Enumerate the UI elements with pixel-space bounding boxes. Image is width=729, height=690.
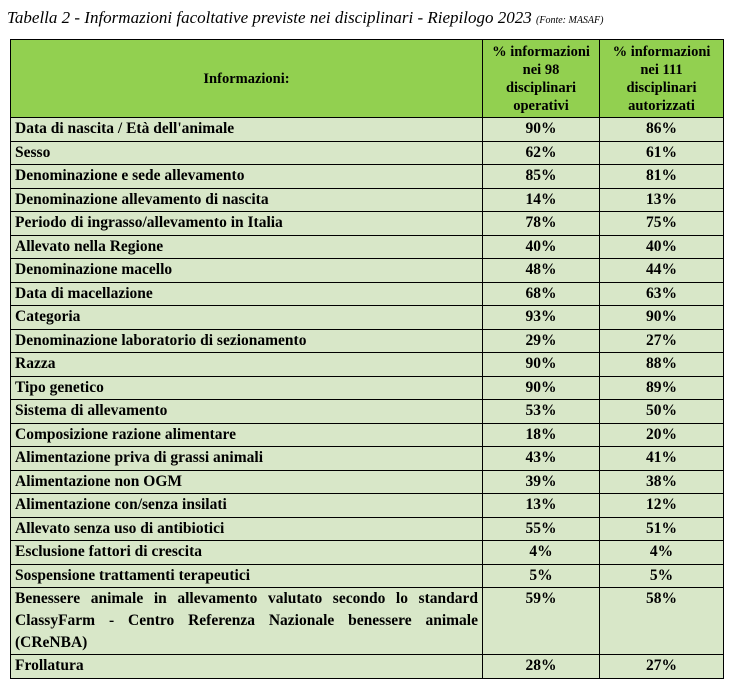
value-operativi: 39%	[483, 470, 600, 494]
table-row	[11, 353, 724, 377]
row-label: Denominazione laboratorio di sezionamento	[11, 329, 483, 353]
value-operativi: 59%	[483, 588, 600, 655]
row-label: Frollatura	[11, 655, 483, 679]
row-label: Sospensione trattamenti terapeutici	[11, 564, 483, 588]
caption-source: (Fonte: MASAF)	[536, 15, 604, 26]
value-operativi: 29%	[483, 329, 600, 353]
value-operativi: 13%	[483, 494, 600, 518]
value-operativi: 90%	[483, 353, 600, 377]
value-autorizzati: 5%	[600, 564, 724, 588]
header-informazioni: Informazioni:	[11, 40, 483, 118]
value-autorizzati: 89%	[600, 376, 724, 400]
value-autorizzati: 88%	[600, 353, 724, 377]
value-operativi: 18%	[483, 423, 600, 447]
row-label: Denominazione e sede allevamento	[11, 165, 483, 189]
row-label: Razza	[11, 353, 483, 377]
value-autorizzati: 58%	[600, 588, 724, 655]
row-label: Allevato nella Regione	[11, 235, 483, 259]
value-autorizzati: 44%	[600, 259, 724, 283]
header-autorizzati: % informazioni nei 111 disciplinari autorizzati	[600, 40, 724, 118]
value-autorizzati: 38%	[600, 470, 724, 494]
table-row	[11, 541, 724, 565]
table-row	[11, 376, 724, 400]
row-label: Alimentazione priva di grassi animali	[11, 447, 483, 471]
value-operativi: 55%	[483, 517, 600, 541]
value-autorizzati: 27%	[600, 655, 724, 679]
value-autorizzati: 13%	[600, 188, 724, 212]
value-autorizzati: 50%	[600, 400, 724, 424]
value-operativi: 4%	[483, 541, 600, 565]
row-label: Benessere animale in allevamento valutato secondo lo standard ClassyFarm - Centro Referenza Nazionale benessere animale (CReNBA)	[11, 588, 483, 655]
table-row	[11, 400, 724, 424]
row-label: Categoria	[11, 306, 483, 330]
table-caption	[7, 8, 603, 28]
value-operativi: 90%	[483, 376, 600, 400]
table-row	[11, 165, 724, 189]
row-label: Data di macellazione	[11, 282, 483, 306]
value-operativi: 14%	[483, 188, 600, 212]
row-label: Denominazione macello	[11, 259, 483, 283]
value-autorizzati: 41%	[600, 447, 724, 471]
row-label: Denominazione allevamento di nascita	[11, 188, 483, 212]
value-autorizzati: 63%	[600, 282, 724, 306]
table-row	[11, 235, 724, 259]
value-operativi: 90%	[483, 118, 600, 142]
table-row	[11, 423, 724, 447]
value-operativi: 28%	[483, 655, 600, 679]
value-autorizzati: 27%	[600, 329, 724, 353]
value-autorizzati: 12%	[600, 494, 724, 518]
table-row	[11, 655, 724, 679]
table-row	[11, 517, 724, 541]
table-row	[11, 118, 724, 142]
value-autorizzati: 90%	[600, 306, 724, 330]
row-label: Sesso	[11, 141, 483, 165]
header-row	[11, 40, 724, 118]
value-operativi: 62%	[483, 141, 600, 165]
header-operativi: % informazioni nei 98 disciplinari operativi	[483, 40, 600, 118]
table-row	[11, 282, 724, 306]
row-label: Allevato senza uso di antibiotici	[11, 517, 483, 541]
row-label: Composizione razione alimentare	[11, 423, 483, 447]
value-operativi: 48%	[483, 259, 600, 283]
value-autorizzati: 40%	[600, 235, 724, 259]
value-autorizzati: 81%	[600, 165, 724, 189]
info-table	[10, 39, 724, 679]
value-autorizzati: 51%	[600, 517, 724, 541]
value-autorizzati: 86%	[600, 118, 724, 142]
row-label: Alimentazione non OGM	[11, 470, 483, 494]
table-row	[11, 212, 724, 236]
value-operativi: 43%	[483, 447, 600, 471]
value-autorizzati: 75%	[600, 212, 724, 236]
value-operativi: 78%	[483, 212, 600, 236]
table-row	[11, 141, 724, 165]
value-operativi: 85%	[483, 165, 600, 189]
value-operativi: 68%	[483, 282, 600, 306]
table-row	[11, 329, 724, 353]
row-label: Tipo genetico	[11, 376, 483, 400]
value-autorizzati: 61%	[600, 141, 724, 165]
row-label: Periodo di ingrasso/allevamento in Italia	[11, 212, 483, 236]
table-row	[11, 188, 724, 212]
table-row	[11, 494, 724, 518]
value-autorizzati: 4%	[600, 541, 724, 565]
table-row	[11, 447, 724, 471]
value-operativi: 93%	[483, 306, 600, 330]
table-row	[11, 259, 724, 283]
row-label: Sistema di allevamento	[11, 400, 483, 424]
caption-title: Tabella 2 - Informazioni facoltative previste nei disciplinari - Riepilogo 2023	[7, 8, 532, 27]
table-row	[11, 588, 724, 655]
row-label: Data di nascita / Età dell'animale	[11, 118, 483, 142]
row-label: Esclusione fattori di crescita	[11, 541, 483, 565]
table-row	[11, 564, 724, 588]
value-autorizzati: 20%	[600, 423, 724, 447]
value-operativi: 5%	[483, 564, 600, 588]
value-operativi: 40%	[483, 235, 600, 259]
table-row	[11, 306, 724, 330]
row-label: Alimentazione con/senza insilati	[11, 494, 483, 518]
table-row	[11, 470, 724, 494]
value-operativi: 53%	[483, 400, 600, 424]
